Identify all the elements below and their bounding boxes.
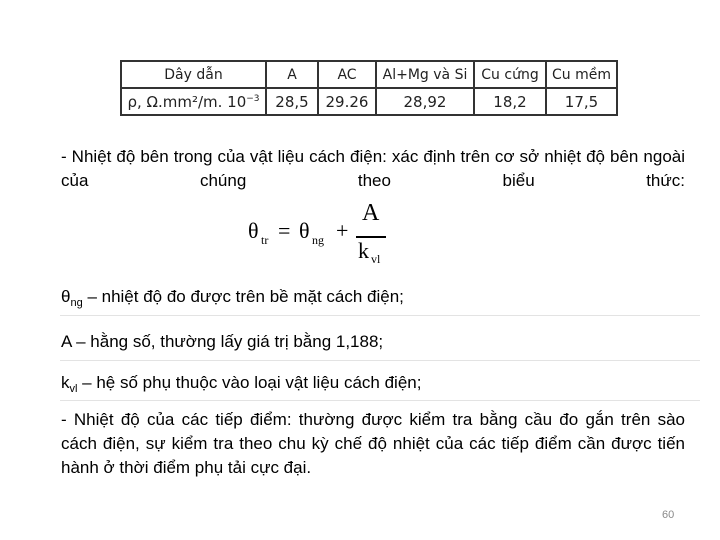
table-header-cell: Cu mềm bbox=[546, 61, 617, 88]
row-label-main: ρ, Ω.mm²/m. 10 bbox=[127, 92, 247, 111]
formula-theta-ng: θ bbox=[299, 218, 310, 243]
resistivity-table bbox=[120, 60, 618, 116]
def-subscript: vl bbox=[69, 383, 78, 395]
table-header-cell: AC bbox=[318, 61, 376, 88]
formula-sub-tr: tr bbox=[261, 233, 269, 247]
formula-numerator: A bbox=[362, 200, 380, 226]
formula-sub-ng: ng bbox=[312, 233, 324, 247]
def-text: – nhiệt độ đo được trên bề mặt cách điện; bbox=[82, 287, 404, 306]
table-row bbox=[121, 88, 617, 115]
def-symbol: θ bbox=[61, 287, 71, 306]
def-text: – hệ số phụ thuộc vào loại vật liệu cách điện; bbox=[77, 373, 422, 392]
def-symbol: k bbox=[61, 373, 70, 392]
divider bbox=[60, 360, 700, 361]
divider bbox=[60, 315, 700, 316]
table-cell: 28,5 bbox=[266, 88, 318, 115]
table-cell: 29.26 bbox=[318, 88, 376, 115]
def-subscript: ng bbox=[70, 297, 83, 309]
table-header-cell: Cu cứng bbox=[474, 61, 546, 88]
table-header-cell: Dây dẫn bbox=[121, 61, 266, 88]
formula-theta: θ bbox=[248, 218, 259, 243]
paragraph-inner-temperature: - Nhiệt độ bên trong của vật liệu cách điện: xác định trên cơ sở nhiệt độ bên ngoài của chúng theo biểu thức: bbox=[61, 147, 685, 190]
row-label-exponent: −3 bbox=[246, 93, 260, 104]
page-number: 60 bbox=[662, 509, 675, 521]
table-cell: 28,92 bbox=[376, 88, 474, 115]
formula-denominator: k bbox=[358, 238, 369, 263]
paragraph-contact-temperature: - Nhiệt độ của các tiếp điểm: thường được kiểm tra bằng cầu đo gắn trên sào cách điện, sự kiểm tra theo chu kỳ chế độ nhiệt của các tiếp điểm cần được tiến hành ở thời điểm phụ tải cực đại. bbox=[61, 410, 685, 477]
formula-denominator-sub: vl bbox=[371, 252, 381, 266]
divider bbox=[60, 400, 700, 401]
table-header-row bbox=[121, 61, 617, 88]
definition-theta-ng bbox=[61, 285, 404, 309]
fraction-bar bbox=[356, 236, 386, 238]
definition-k-vl bbox=[61, 371, 421, 395]
definition-constant-a: A – hằng số, thường lấy giá trị bằng 1,188; bbox=[61, 332, 384, 351]
table-cell: 17,5 bbox=[546, 88, 617, 115]
table-cell: 18,2 bbox=[474, 88, 546, 115]
formula-equals: = bbox=[278, 218, 291, 243]
table-row-label bbox=[121, 88, 266, 115]
table-header-cell: Al+Mg và Si bbox=[376, 61, 474, 88]
formula-plus: + bbox=[336, 218, 349, 243]
table-header-cell: A bbox=[266, 61, 318, 88]
temperature-formula bbox=[238, 200, 398, 268]
